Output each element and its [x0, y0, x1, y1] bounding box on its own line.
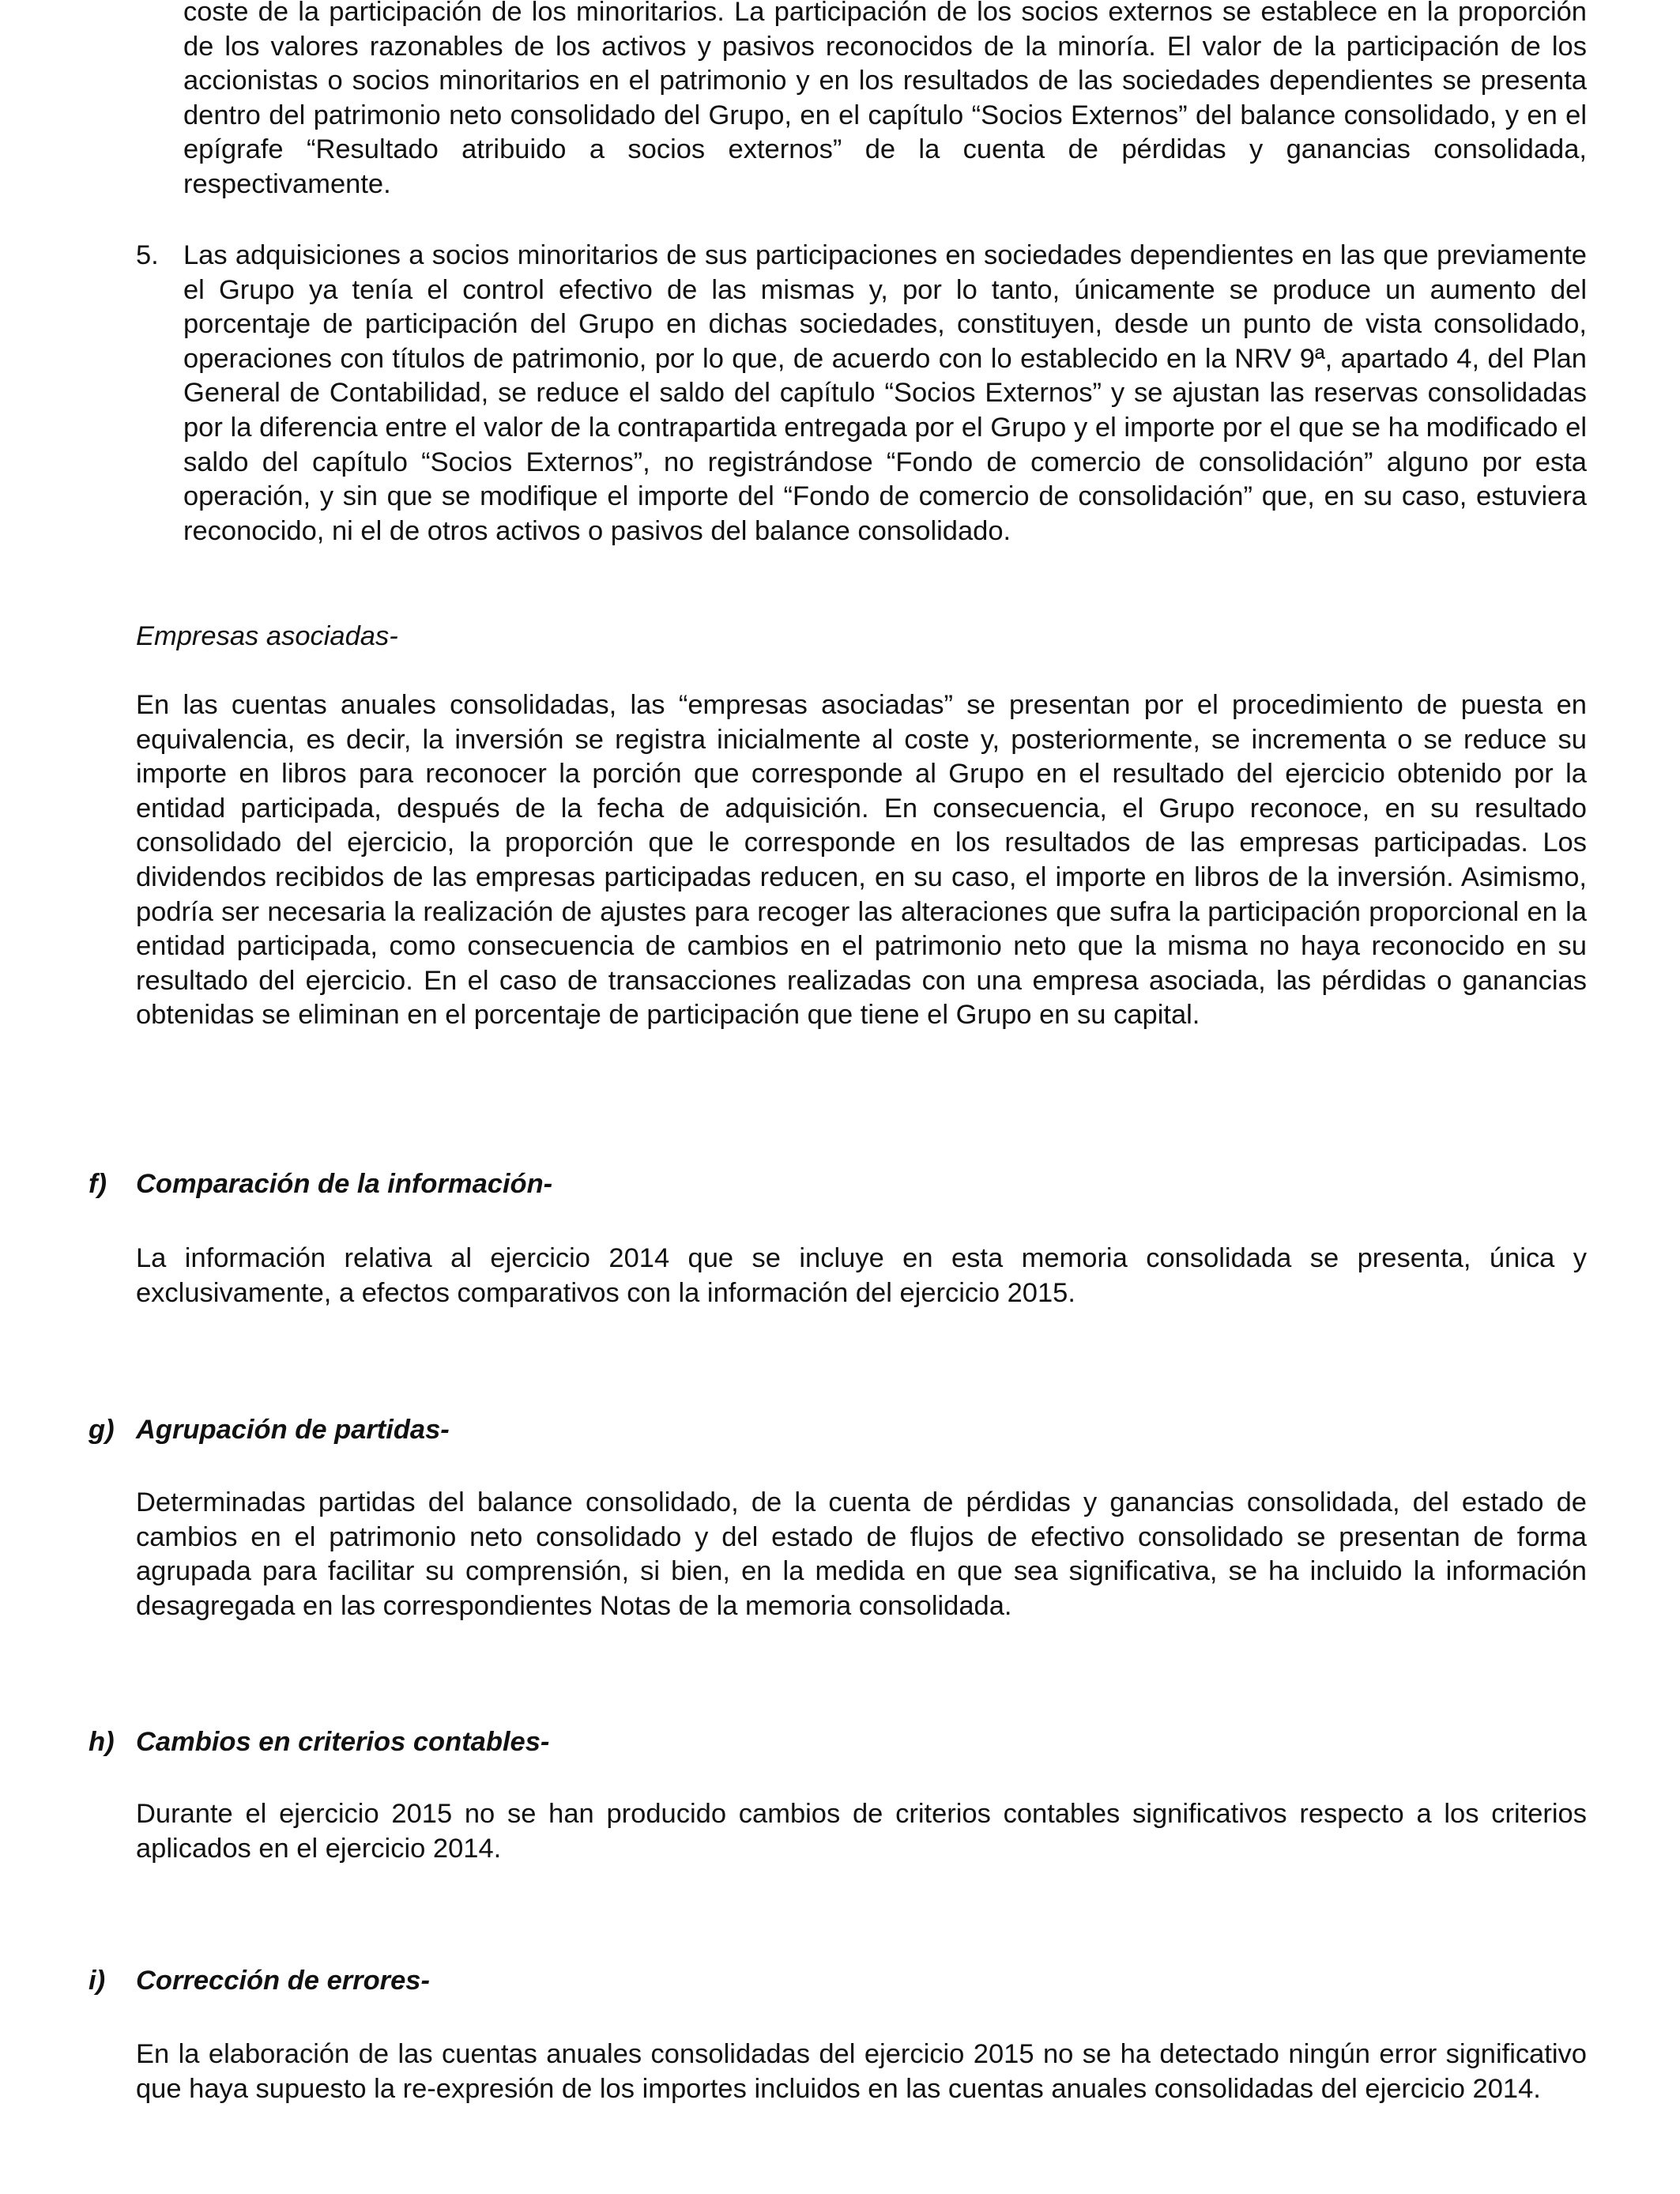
section-i-letter: i) [89, 1966, 106, 1996]
continuation-paragraph: coste de la participación de los minoritarios. La participación de los socios externos se establece en la proporción de los valores razonables de los activos y pasivos reconocidos de la minoría. El valor de la participación de los accionistas o socios minoritarios en el patrimonio y en los resultados de las sociedades dependientes se presenta dentro del patrimonio neto consolidado del Grupo, en el capítulo “Socios Externos” del balance consolidado, y en el epígrafe “Resultado atribuido a socios externos” de la cuenta de pérdidas y ganancias consolidada, respectivamente. [183, 0, 1587, 199]
section-i-title: Corrección de errores- [136, 1966, 430, 1996]
section-g-heading [89, 1413, 879, 1448]
empresas-asociadas-heading: Empresas asociadas- [136, 621, 398, 651]
section-h-heading [89, 1725, 879, 1760]
section-i-paragraph: En la elaboración de las cuentas anuales consolidadas del ejercicio 2015 no se ha detectado ningún error significativo que haya supuesto la re-expresión de los importes incluidos en las cuentas anuales consolidadas del ejercicio 2014. [136, 2039, 1587, 2104]
section-f-title: Comparación de la información- [136, 1169, 553, 1199]
section-g-title: Agrupación de partidas- [136, 1415, 450, 1445]
section-g-paragraph: Determinadas partidas del balance consolidado, de la cuenta de pérdidas y ganancias consolidada, del estado de cambios en el patrimonio neto consolidado y del estado de flujos de efectivo consolidado se presentan de forma agrupada para facilitar su comprensión, si bien, en la medida en que sea significativa, se ha incluido la información desagregada en las correspondientes Notas de la memoria consolidada. [136, 1487, 1587, 1621]
section-h-title: Cambios en criterios contables- [136, 1727, 550, 1757]
section-h-letter: h) [89, 1727, 115, 1757]
list-item-number: 5. [136, 240, 159, 270]
section-f-letter: f) [89, 1169, 107, 1199]
section-i-heading [89, 1964, 879, 1999]
section-g-letter: g) [89, 1415, 115, 1445]
list-item-5-text: Las adquisiciones a socios minoritarios de sus participaciones en sociedades dependientes en las que previamente el Grupo ya tenía el control efectivo de las mismas y, por lo tanto, únicamente se produce un aumento del porcentaje de participación del Grupo en dichas sociedades, constituyen, desde un punto de vista consolidado, operaciones con títulos de patrimonio, por lo que, de acuerdo con lo establecido en la NRV 9ª, apartado 4, del Plan General de Contabilidad, se reduce el saldo del capítulo “Socios Externos” y se ajustan las reservas consolidadas por la diferencia entre el valor de la contrapartida entregada por el Grupo y el importe por el que se ha modificado el saldo del capítulo “Socios Externos”, no registrándose “Fondo de comercio de consolidación” alguno por esta operación, y sin que se modifique el importe del “Fondo de comercio de consolidación” que, en su caso, estuviera reconocido, ni el de otros activos o pasivos del balance consolidado. [183, 240, 1587, 546]
section-f-paragraph: La información relativa al ejercicio 2014 que se incluye en esta memoria consolidada se presenta, única y exclusivamente, a efectos comparativos con la información del ejercicio 2015. [136, 1243, 1587, 1308]
section-f-heading [89, 1167, 879, 1202]
empresas-asociadas-paragraph: En las cuentas anuales consolidadas, las “empresas asociadas” se presentan por el procedimiento de puesta en equivalencia, es decir, la inversión se registra inicialmente al coste y, posteriormente, se incrementa o se reduce su importe en libros para reconocer la porción que corresponde al Grupo en el resultado del ejercicio obtenido por la entidad participada, después de la fecha de adquisición. En consecuencia, el Grupo reconoce, en su resultado consolidado del ejercicio, la proporción que le corresponde en los resultados de las empresas participadas. Los dividendos recibidos de las empresas participadas reducen, en su caso, el importe en libros de la inversión. Asimismo, podría ser necesaria la realización de ajustes para recoger las alteraciones que sufra la participación proporcional en la entidad participada, como consecuencia de cambios en el patrimonio neto que la misma no haya reconocido en su resultado del ejercicio. En el caso de transacciones realizadas con una empresa asociada, las pérdidas o ganancias obtenidas se eliminan en el porcentaje de participación que tiene el Grupo en su capital. [136, 690, 1587, 1031]
section-h-paragraph: Durante el ejercicio 2015 no se han producido cambios de criterios contables significativos respecto a los criterios aplicados en el ejercicio 2014. [136, 1799, 1587, 1864]
